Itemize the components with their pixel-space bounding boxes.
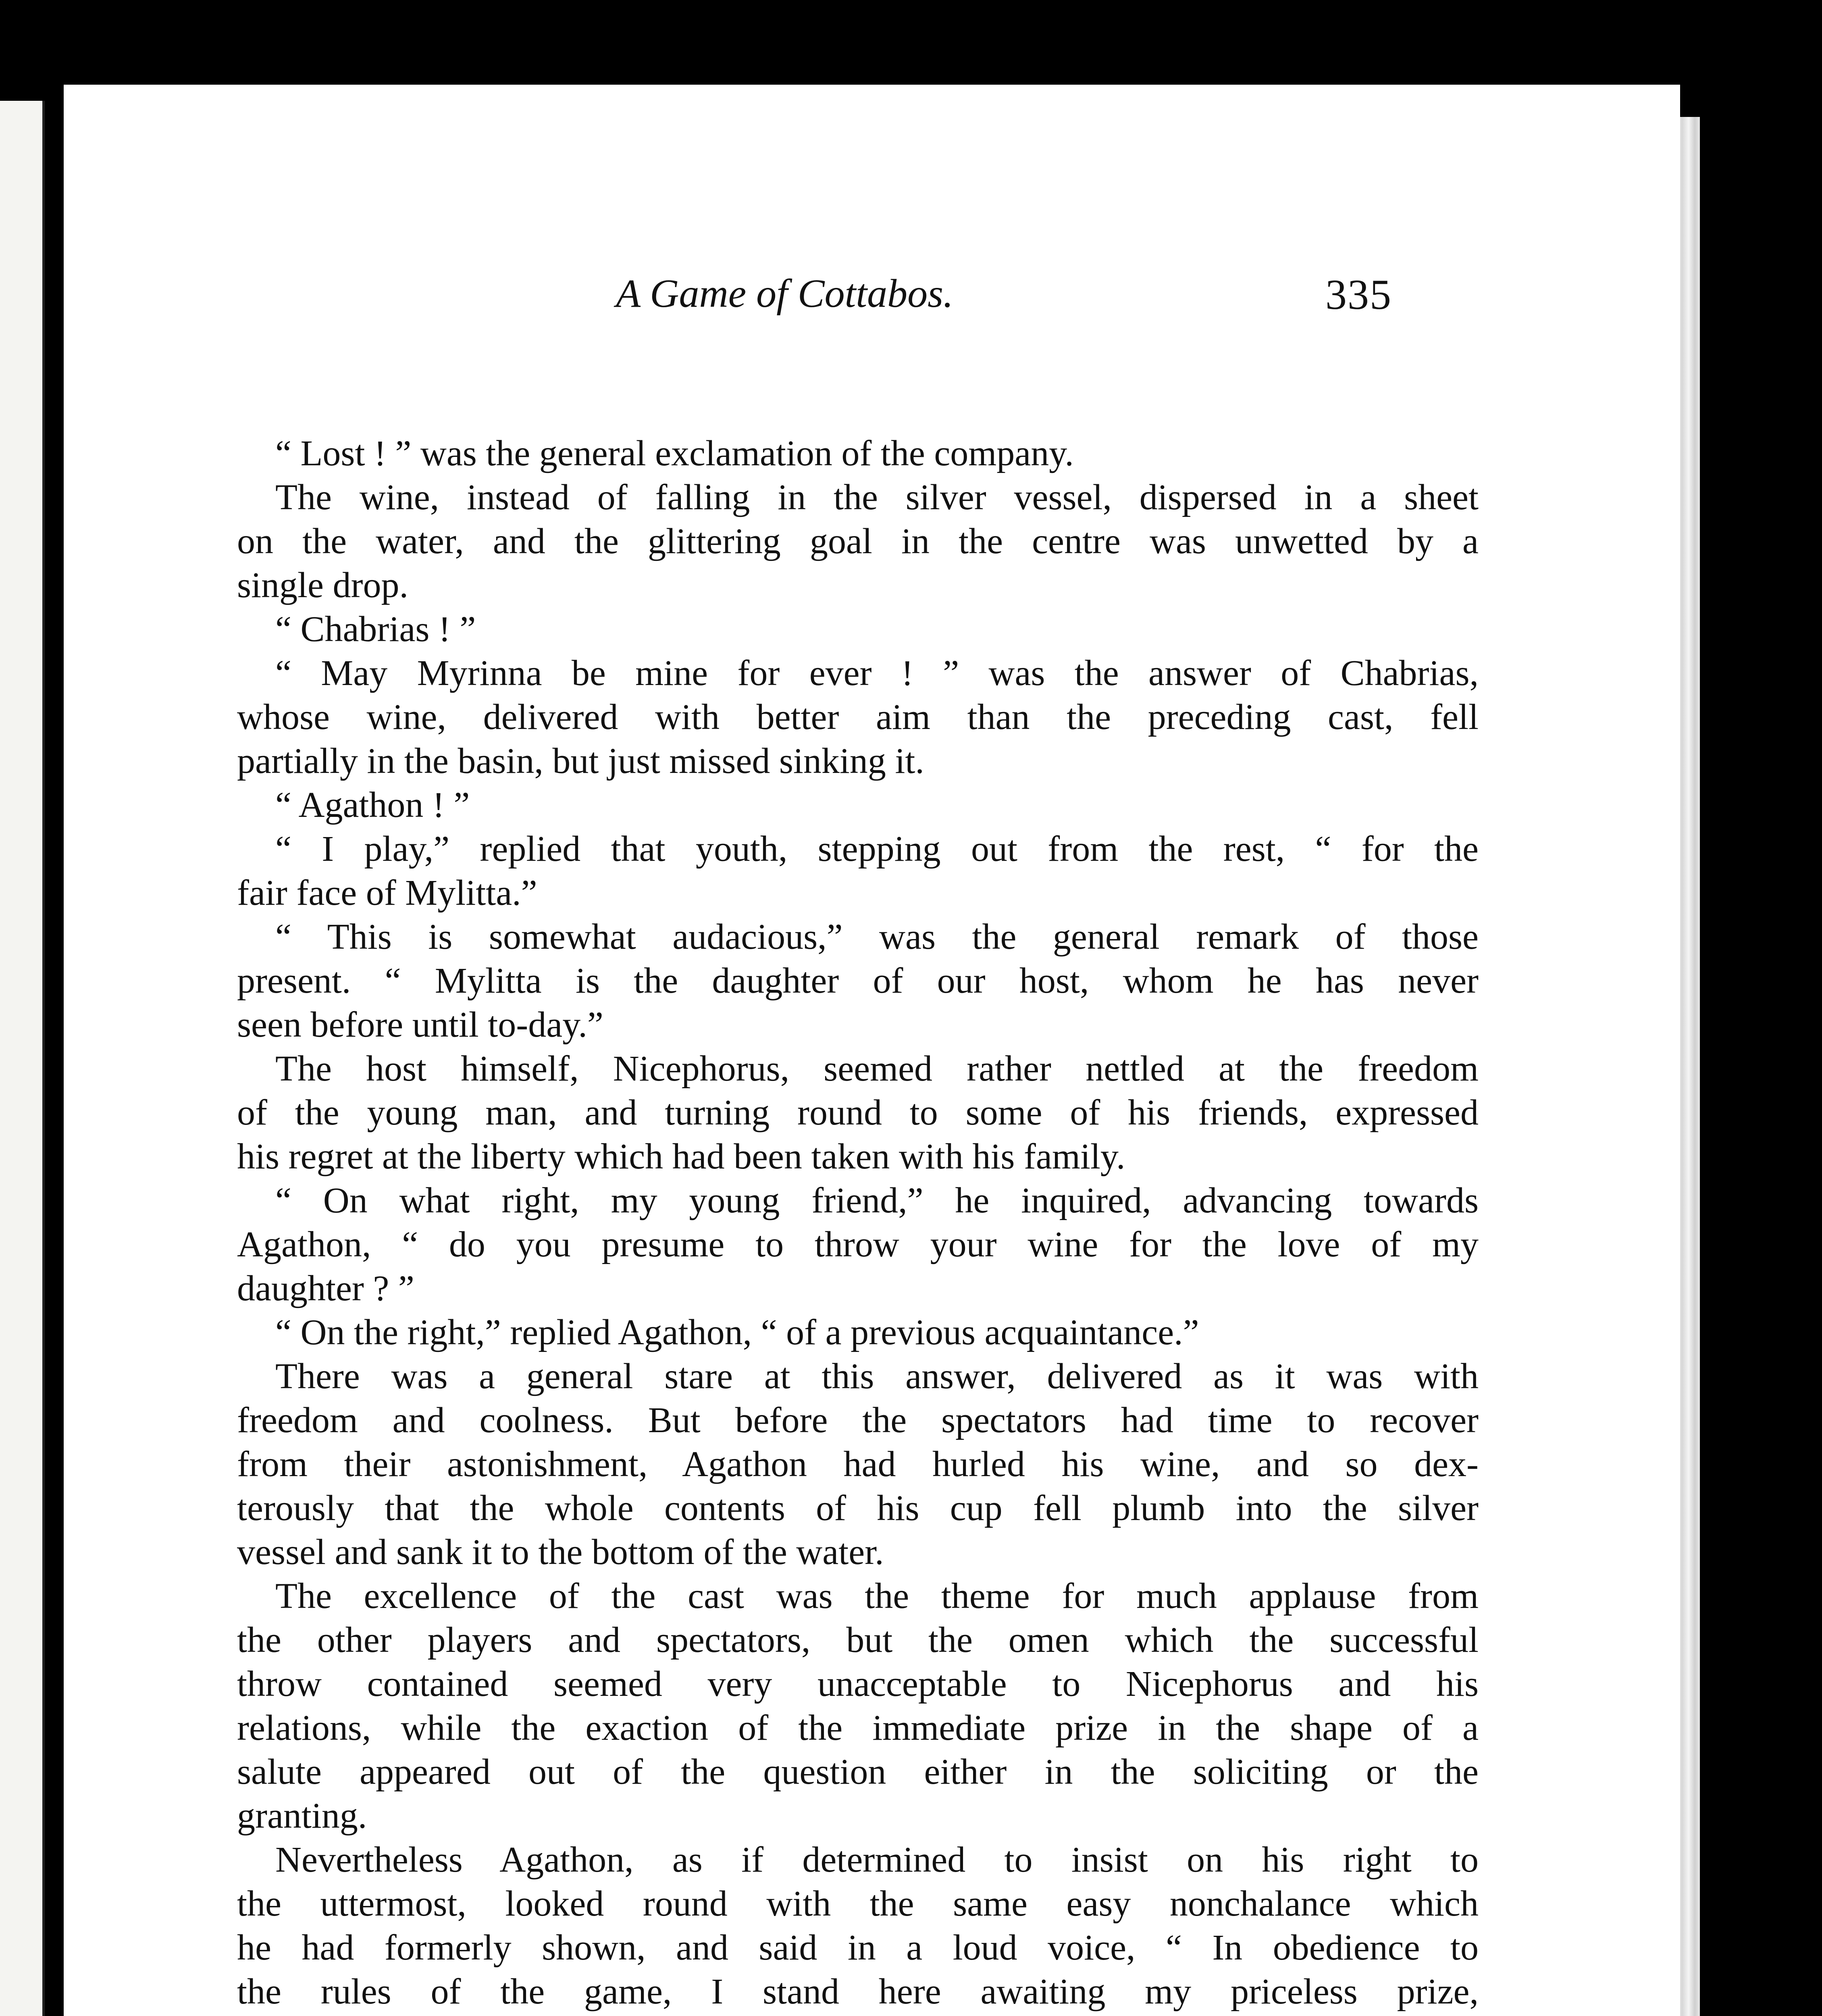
text-line: whose wine, delivered with better aim than the preceding cast, fell <box>237 697 1479 737</box>
text-line: daughter ? ” <box>237 1268 414 1308</box>
text-line: single drop. <box>237 565 408 605</box>
text-line: “ Agathon ! ” <box>275 785 470 825</box>
text-line: The host himself, Nicephorus, seemed rather nettled at the freedom <box>275 1049 1479 1089</box>
text-line: relations, while the exaction of the immediate prize in the shape of a <box>237 1708 1479 1748</box>
text-line: partially in the basin, but just missed sinking it. <box>237 741 924 781</box>
text-line: granting. <box>237 1796 367 1836</box>
text-line: Agathon, “ do you presume to throw your wine for the love of my <box>237 1225 1479 1264</box>
text-line: throw contained seemed very unacceptable to Nicephorus and his <box>237 1664 1479 1704</box>
text-line: the rules of the game, I stand here awaiting my priceless prize, <box>237 1972 1479 2012</box>
text-line: from their astonishment, Agathon had hurled his wine, and so dex- <box>237 1444 1479 1484</box>
text-line: of the young man, and turning round to some of his friends, expressed <box>237 1093 1479 1133</box>
text-line: The excellence of the cast was the theme for much applause from <box>275 1576 1479 1616</box>
text-line: his regret at the liberty which had been taken with his family. <box>237 1137 1125 1177</box>
book-page <box>64 85 1680 2016</box>
text-line: The wine, instead of falling in the silver vessel, dispersed in a sheet <box>275 477 1479 517</box>
text-line: fair face of Mylitta.” <box>237 873 537 913</box>
text-line: “ Lost ! ” was the general exclamation of the company. <box>275 433 1074 473</box>
page-header <box>64 266 1660 335</box>
left-page-edge <box>0 101 45 2016</box>
text-line: “ I play,” replied that youth, stepping out from the rest, “ for the <box>275 829 1479 869</box>
text-line: the other players and spectators, but the omen which the successful <box>237 1620 1479 1660</box>
text-line: There was a general stare at this answer, delivered as it was with <box>275 1356 1479 1396</box>
text-line: “ May Myrinna be mine for ever ! ” was the answer of Chabrias, <box>275 653 1479 693</box>
text-line: present. “ Mylitta is the daughter of our host, whom he has never <box>237 961 1479 1001</box>
page-number: 335 <box>1325 271 1392 318</box>
text-line: vessel and sank it to the bottom of the water. <box>237 1532 884 1572</box>
running-title: A Game of Cottabos. <box>616 271 954 316</box>
text-line <box>237 2014 1479 2016</box>
text-line: Nevertheless Agathon, as if determined to insist on his right to <box>275 1840 1479 1880</box>
text-line: “ This is somewhat audacious,” was the general remark of those <box>275 917 1479 957</box>
text-line: seen before until to-day.” <box>237 1005 603 1045</box>
text-line: “ On the right,” replied Agathon, “ of a previous acquaintance.” <box>275 1312 1199 1352</box>
text-line: freedom and coolness. But before the spectators had time to recover <box>237 1400 1479 1440</box>
text-line: the uttermost, looked round with the same easy nonchalance which <box>237 1884 1479 1924</box>
text-line: he had formerly shown, and said in a loud voice, “ In obedience to <box>237 1928 1479 1968</box>
text-line: “ On what right, my young friend,” he inquired, advancing towards <box>275 1181 1479 1220</box>
text-line: terously that the whole contents of his cup fell plumb into the silver <box>237 1488 1479 1528</box>
body-text <box>237 431 1479 2016</box>
text-line: “ Chabrias ! ” <box>275 609 476 649</box>
text-line: salute appeared out of the question either in the soliciting or the <box>237 1752 1479 1792</box>
text-line: on the water, and the glittering goal in the centre was unwetted by a <box>237 521 1479 561</box>
